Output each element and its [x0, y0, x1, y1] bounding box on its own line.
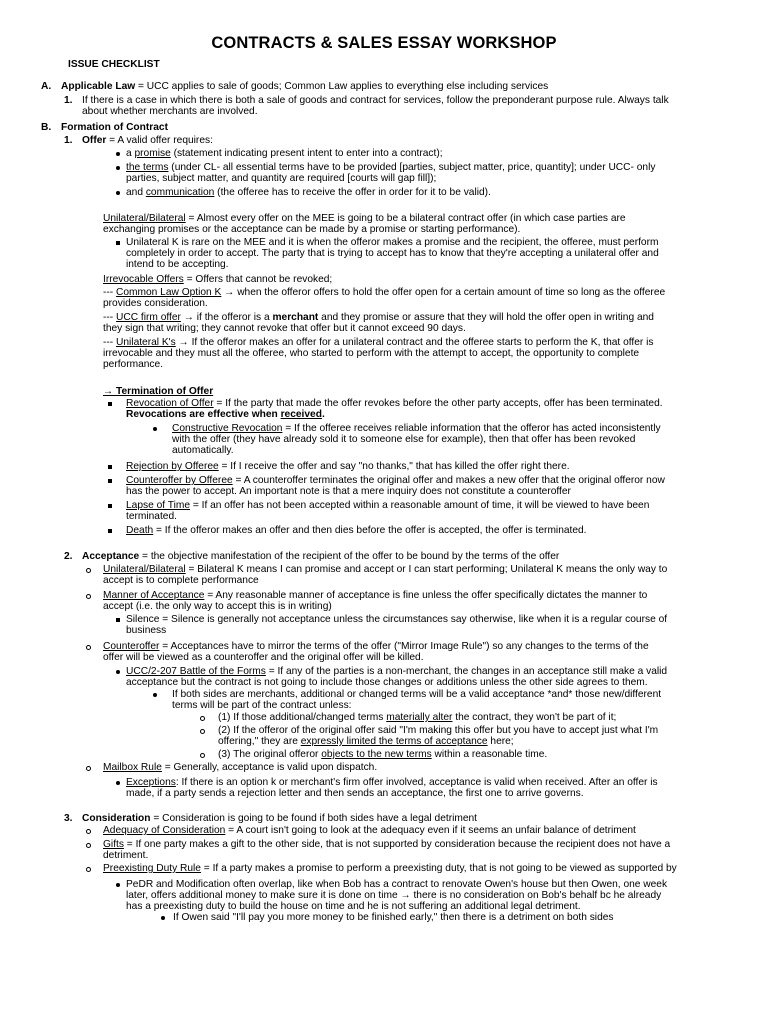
constructive-revocation-text: = If the offeree receives reliable information that the offeror has acted inconsistently [282, 423, 661, 434]
bullet [116, 152, 120, 156]
bullet [161, 916, 165, 920]
dash-prefix: --- [103, 312, 117, 323]
square-bullet [116, 618, 120, 622]
square-bullet [108, 529, 112, 533]
irrevocable-offers-text: = Offers that cannot be revoked; [183, 274, 333, 285]
constructive-revocation-term: Constructive Revocation [172, 423, 283, 434]
bullet [153, 427, 157, 431]
rejection-text: = If I receive the offer and say "no thanks," that has killed the offer right there. [218, 461, 570, 472]
dash-prefix: --- [103, 287, 117, 298]
counteroffer-term: Counteroffer by Offeree [126, 475, 233, 486]
constructive-revocation-line-2: with the offer (they have already sold it to someone else for example), then that offer has been revoked [172, 434, 636, 445]
common-law-option-line [103, 287, 665, 298]
acc-counteroffer-line-2: offer will be viewed as a counteroffer and the original offer will be killed. [103, 652, 424, 663]
silence-line-2: business [126, 625, 167, 636]
acc-unilateral-text: = Bilateral K means I can promise and accept or I can start performing; Unilateral K means the only way to [185, 564, 668, 575]
terms-line [126, 162, 655, 173]
square-bullet [116, 241, 120, 245]
communication-line [126, 187, 491, 198]
acc-counteroffer-text: = Acceptances have to mirror the terms of the offer ("Mirror Image Rule") so any changes to the terms of the [159, 641, 649, 652]
battle-forms-text: = If any of the parties is a non-merchant, the changes in an acceptance still make a valid [265, 666, 668, 677]
ucc-firm-offer-text-2: and they promise or assure that they will hold the offer open in writing and [318, 312, 654, 323]
unilateral-bilateral-text: = Almost every offer on the MEE is going to be a bilateral contract offer (in which case parties are [185, 213, 626, 224]
formation-heading: Formation of Contract [61, 122, 168, 133]
ucc-firm-offer-text: → if the offeror is a [180, 312, 273, 323]
marker-a: A. [41, 81, 52, 92]
merchants-line-2: terms will be part of the contract unless: [172, 700, 352, 711]
constructive-revocation-line-3: automatically. [172, 445, 234, 456]
rejection-term: Rejection by Offeree [126, 461, 219, 472]
terms-term: the terms [126, 162, 169, 173]
marker-b1: 1. [64, 135, 73, 146]
marker-b2: 2. [64, 551, 73, 562]
promise-text: (statement indicating present intent to enter into a contract); [170, 148, 443, 159]
counteroffer-text: = A counteroffer terminates the original offer and makes a new offer that the original offeror now [232, 475, 665, 486]
lapse-term: Lapse of Time [126, 500, 190, 511]
ucc-firm-offer-line-2: they sign that writing; they cannot revoke that offer but it cannot exceed 90 days. [103, 323, 466, 334]
circle-bullet [200, 753, 205, 758]
marker-a1: 1. [64, 95, 73, 106]
bullet [116, 781, 120, 785]
common-law-option-line-2: provides consideration. [103, 298, 208, 309]
communication-term: communication [145, 187, 215, 198]
consideration-line [82, 813, 477, 824]
counteroffer-line [126, 475, 665, 486]
adequacy-line [103, 825, 636, 836]
lapse-line [126, 500, 649, 511]
unilateral-k-line-2: completely in order to accept. The party that is trying to accept has to know that they're accepting a unilateral offer and [126, 248, 659, 259]
death-line [126, 525, 587, 536]
consideration-text: = Consideration is going to be found if both sides have a legal detriment [150, 813, 477, 824]
circle-bullet [86, 645, 91, 650]
marker-b: B. [41, 122, 52, 133]
circle-bullet [86, 843, 91, 848]
circle-bullet [86, 829, 91, 834]
terms-text: (under CL- all essential terms have to be provided [parties, subject matter, price, quantity]; under UCC- only [168, 162, 656, 173]
unilateral-ks-term: Unilateral K's [116, 337, 176, 348]
exception-2-pre: offering," they are [218, 736, 301, 747]
gifts-line [103, 839, 670, 850]
offer-text: = A valid offer requires: [106, 135, 213, 146]
acc-unilateral-line [103, 564, 667, 575]
acceptance-heading: Acceptance [82, 551, 140, 562]
mailbox-line [103, 762, 377, 773]
bullet [153, 693, 157, 697]
exceptions-line [126, 777, 658, 788]
acc-counteroffer-term: Counteroffer [103, 641, 160, 652]
revocation-line [126, 398, 663, 409]
exception-2-line-2 [218, 736, 514, 747]
marker-b3: 3. [64, 813, 73, 824]
received-term: received [280, 409, 322, 420]
exception-2-line: (2) If the offeror of the original offer said "I'm making this offer but you have to accept just what I'm [218, 725, 659, 736]
circle-bullet [86, 568, 91, 573]
silence-line: Silence = Silence is generally not acceptance unless the circumstances say otherwise, like when it is a regular course of [126, 614, 668, 625]
square-bullet [108, 479, 112, 483]
termination-heading: → Termination of Offer [103, 386, 214, 397]
circle-bullet [200, 716, 205, 721]
preexisting-line [103, 863, 677, 874]
death-term: Death [126, 525, 154, 536]
dash-prefix: --- [103, 337, 117, 348]
adequacy-text: = A court isn't going to look at the adequacy even if it seems an unfair balance of detriment [225, 825, 636, 836]
battle-forms-term: UCC/2-207 Battle of the Forms [126, 666, 266, 677]
merchant-term: merchant [272, 312, 319, 323]
revocation-text: = If the party that made the offer revokes before the other party accepts, offer has been terminated. [213, 398, 663, 409]
exceptions-term: Exceptions [126, 777, 176, 788]
a1-line-1: If there is a case in which there is both a sale of goods and contract for services, follow the preponderant purpose rule. Always talk [82, 95, 669, 106]
bullet [116, 166, 120, 170]
revocation-line-2 [126, 409, 325, 420]
promise-line [126, 148, 443, 159]
materially-alter-term: materially alter [386, 712, 453, 723]
bullet [116, 670, 120, 674]
acc-counteroffer-line [103, 641, 649, 652]
unilateral-bilateral-line-2: exchanging promises or the acceptance can be made by a promise or starting performance). [103, 224, 521, 235]
adequacy-term: Adequacy of Consideration [103, 825, 226, 836]
counteroffer-line-2: has the power to accept. An important note is that a mere inquiry does not constitute a counteroffer [126, 486, 571, 497]
pedr-line-3: has a preexisting duty to build the house on time and he is not suffering an additional legal detriment. [126, 901, 581, 912]
expressly-limited-term: expressly limited the terms of acceptance [300, 736, 488, 747]
unilateral-k-line-1: Unilateral K is rare on the MEE and it is when the offeror makes a promise and the recipient, the offeree, must perform [126, 237, 659, 248]
manner-term: Manner of Acceptance [103, 590, 205, 601]
acceptance-line [82, 551, 559, 562]
battle-forms-line-2: acceptance but the contract is not going to include those changes or additions unless the other side agrees to them. [126, 677, 648, 688]
offer-heading: Offer [82, 135, 107, 146]
death-text: = If the offeror makes an offer and then dies before the offer is accepted, the offer is terminated. [153, 525, 587, 536]
circle-bullet [86, 594, 91, 599]
merchants-line: If both sides are merchants, additional or changed terms will be a valid acceptance *and* those new/different [172, 689, 662, 700]
circle-bullet [200, 729, 205, 734]
unilateral-bilateral-term: Unilateral/Bilateral [103, 213, 186, 224]
owen-line: If Owen said "I'll pay you more money to be finished early," then there is a detriment on both sides [173, 912, 614, 923]
period: . [321, 409, 325, 420]
battle-forms-line [126, 666, 667, 677]
consideration-heading: Consideration [82, 813, 151, 824]
applicable-law-text: = UCC applies to sale of goods; Common Law applies to everything else including services [135, 81, 549, 92]
unilateral-ks-text: → If the offeror makes an offer for a unilateral contract and the offeree starts to perform the K, that offer is [175, 337, 654, 348]
acceptance-text: = the objective manifestation of the recipient of the offer to be bound by the terms of the offer [139, 551, 560, 562]
gifts-term: Gifts [103, 839, 124, 850]
manner-line-2: accept (i.e. the only way to accept this is in writing) [103, 601, 332, 612]
offer-line [82, 135, 213, 146]
mailbox-text: = Generally, acceptance is valid upon dispatch. [161, 762, 378, 773]
circle-bullet [86, 867, 91, 872]
exception-3-post: within a reasonable time. [431, 749, 548, 760]
applicable-law-heading: Applicable Law [61, 81, 136, 92]
exception-3-pre: (3) The original offeror [218, 749, 322, 760]
promise-pre: a [126, 148, 135, 159]
exception-3-line [218, 749, 547, 760]
communication-pre: and [126, 187, 146, 198]
irrevocable-offers-term: Irrevocable Offers [103, 274, 184, 285]
revocation-effective: Revocations are effective when [126, 409, 281, 420]
square-bullet [108, 465, 112, 469]
exceptions-line-2: made, if a party sends a rejection letter and then sends an acceptance, the first one to arrive governs. [126, 788, 584, 799]
communication-text: (the offeree has to receive the offer in order for it to be valid). [214, 187, 491, 198]
pedr-line-2: later, offers additional money to make sure it is done on time → there is no consideration on Bob's behalf bc he already [126, 890, 662, 901]
irrevocable-offers-line [103, 274, 332, 285]
exceptions-text: : If there is an option k or merchant's firm offer involved, acceptance is valid when received. After an offer is [175, 777, 658, 788]
unilateral-ks-line-3: performance. [103, 359, 164, 370]
lapse-text: = If an offer has not been accepted within a reasonable amount of time, it will be viewed to have been [190, 500, 650, 511]
acc-unilateral-term: Unilateral/Bilateral [103, 564, 186, 575]
square-bullet [108, 402, 112, 406]
a1-line-2: about whether merchants are involved. [82, 106, 258, 117]
page-subtitle: ISSUE CHECKLIST [68, 59, 160, 70]
unilateral-ks-line-2: irrevocable and they must all the offeree, who started to perform with the attempt to accept, the opportunity to complete [103, 348, 640, 359]
lapse-line-2: terminated. [126, 511, 177, 522]
unilateral-bilateral-line [103, 213, 626, 224]
gifts-text: = If one party makes a gift to the other side, that is not supported by consideration because the recipient does not have a [123, 839, 671, 850]
manner-line [103, 590, 647, 601]
terms-line-2: parties, subject matter, and quantity are required [courts will gap fill]); [126, 173, 437, 184]
exception-1-line [218, 712, 616, 723]
pedr-line-1: PeDR and Modification often overlap, like when Bob has a contract to renovate Owen's house but then Owen, one week [126, 879, 668, 890]
circle-bullet [86, 766, 91, 771]
objects-term: objects to the new terms [321, 749, 432, 760]
page-title: CONTRACTS & SALES ESSAY WORKSHOP [211, 34, 557, 52]
constructive-revocation-line [172, 423, 661, 434]
preexisting-term: Preexisting Duty Rule [103, 863, 201, 874]
square-bullet [108, 504, 112, 508]
common-law-option-term: Common Law Option K [116, 287, 222, 298]
applicable-law-line [61, 81, 548, 92]
bullet [116, 191, 120, 195]
exception-1-pre: (1) If those additional/changed terms [218, 712, 387, 723]
gifts-line-2: detriment. [103, 850, 149, 861]
bullet [116, 883, 120, 887]
ucc-firm-offer-term: UCC firm offer [116, 312, 181, 323]
unilateral-ks-line [103, 337, 653, 348]
rejection-line [126, 461, 570, 472]
exception-2-post: here; [487, 736, 514, 747]
acc-unilateral-line-2: accept is to complete performance [103, 575, 259, 586]
promise-term: promise [134, 148, 171, 159]
unilateral-k-line-3: intend to be accepting. [126, 259, 229, 270]
exception-1-post: the contract, they won't be part of it; [452, 712, 617, 723]
common-law-option-text: → when the offeror offers to hold the offer open for a certain amount of time so long as the offeree [221, 287, 666, 298]
ucc-firm-offer-line [103, 312, 654, 323]
mailbox-term: Mailbox Rule [103, 762, 162, 773]
preexisting-text: = If a party makes a promise to perform a preexisting duty, that is not going to be viewed as supported by [200, 863, 677, 874]
manner-text: = Any reasonable manner of acceptance is fine unless the offer specifically dictates the manner to [204, 590, 648, 601]
revocation-term: Revocation of Offer [126, 398, 214, 409]
